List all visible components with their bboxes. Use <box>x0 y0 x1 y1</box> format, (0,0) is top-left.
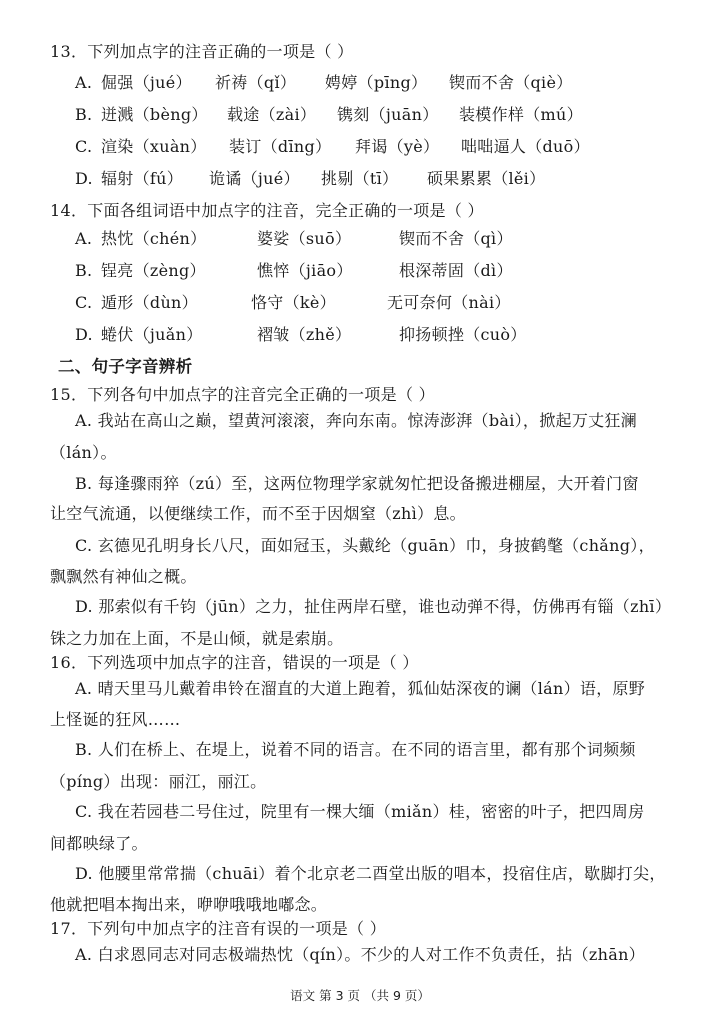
option-item: 婆娑（suō） <box>257 229 352 248</box>
q15-line: D. 那索似有千钧（jūn）之力，扯住两岸石壁，谁也动弹不得，仿佛再有锱（zhī） <box>75 597 672 616</box>
option-item: 镌刻（juān） <box>337 105 439 124</box>
option-item: 憔悴（jiāo） <box>257 261 353 280</box>
option-item: 热忱（chén） <box>101 229 207 248</box>
option-letter: D. <box>75 325 93 344</box>
q16-line: 他就把唱本掏出来，咿咿哦哦地嘟念。 <box>50 895 328 914</box>
option-item: 诡谲（jué） <box>209 169 300 188</box>
option-letter: C. <box>75 137 93 156</box>
q14-stem: 14．下面各组词语中加点字的注音，完全正确的一项是（ ） <box>50 201 484 220</box>
option-item: 无可奈何（nài） <box>387 293 511 312</box>
q15-line: 铢之力加在上面，不是山倾，就是索崩。 <box>50 629 344 648</box>
q15-line: 飘飘然有神仙之概。 <box>50 567 197 586</box>
option-item: 拜谒（yè） <box>355 137 440 156</box>
option-item: 娉婷（pīng） <box>325 73 428 92</box>
q17-line: A. 白求恩同志对同志极端热忱（qín）。不少的人对工作不负责任，拈（zhān） <box>75 945 645 964</box>
q15-line: B. 每逢骤雨猝（zú）至，这两位物理学家就匆忙把设备搬进棚屋，大开着门窗 <box>75 474 639 493</box>
option-letter: B. <box>75 105 93 124</box>
q16-line: 上怪诞的狂风…… <box>50 710 181 729</box>
q15-line: C. 玄德见孔明身长八尺，面如冠玉，头戴纶（guān）巾，身披鹤氅（chǎng）， <box>75 536 655 555</box>
q16-stem: 16．下列选项中加点字的注音，错误的一项是（ ） <box>50 653 419 672</box>
option-item: 遁形（dùn） <box>101 293 198 312</box>
option-item: 辐射（fú） <box>101 169 184 188</box>
option-item: 硕果累累（lěi） <box>427 169 546 188</box>
option-letter: C. <box>75 293 93 312</box>
q16-line: B. 人们在桥上、在堤上，说着不同的语言。在不同的语言里，都有那个词频频 <box>75 740 636 759</box>
page-footer: 语文 第 3 页 （共 9 页） <box>290 988 430 1003</box>
q15-line: （lán）。 <box>50 443 117 462</box>
option-letter: D. <box>75 169 93 188</box>
option-item: 装订（dīng） <box>229 137 332 156</box>
q17-stem: 17．下列句中加点字的注音有误的一项是（ ） <box>50 919 387 938</box>
section-heading: 二、句子字音辨析 <box>58 357 193 376</box>
option-item: 锃亮（zèng） <box>101 261 206 280</box>
option-item: 咄咄逼人（duō） <box>461 137 590 156</box>
q13-stem: 13．下列加点字的注音正确的一项是（ ） <box>50 42 354 61</box>
option-item: 恪守（kè） <box>251 293 336 312</box>
option-item: 迸溅（bèng） <box>101 105 208 124</box>
option-item: 渲染（xuàn） <box>101 137 207 156</box>
option-item: 褶皱（zhě） <box>257 325 352 344</box>
option-item: 锲而不舍（qiè） <box>449 73 573 92</box>
option-item: 装模作样（mú） <box>459 105 583 124</box>
option-item: 祈祷（qǐ） <box>215 73 297 92</box>
q15-stem: 15．下列各句中加点字的注音完全正确的一项是（ ） <box>50 385 435 404</box>
q16-line: 间都映绿了。 <box>50 834 148 853</box>
option-letter: B. <box>75 261 93 280</box>
q15-line: A. 我站在高山之巅，望黄河滚滚，奔向东南。惊涛澎湃（bài），掀起万丈狂澜 <box>75 411 638 430</box>
option-item: 根深蒂固（dì） <box>399 261 513 280</box>
option-item: 抑扬顿挫（cuò） <box>399 325 527 344</box>
q16-line: C. 我在若园巷二号住过，院里有一棵大缅（miǎn）桂，密密的叶子，把四周房 <box>75 802 645 821</box>
option-item: 挑剔（tī） <box>321 169 399 188</box>
option-letter: A. <box>75 229 93 248</box>
option-item: 蜷伏（juǎn） <box>101 325 203 344</box>
option-letter: A. <box>75 73 93 92</box>
option-item: 锲而不舍（qì） <box>399 229 513 248</box>
option-item: 载途（zài） <box>227 105 317 124</box>
q15-line: 让空气流通，以便继续工作，而不至于因烟窒（zhì）息。 <box>50 504 466 523</box>
option-item: 倔强（jué） <box>101 73 192 92</box>
q16-line: A. 晴天里马儿戴着串铃在溜直的大道上跑着，狐仙姑深夜的谰（lán）语，原野 <box>75 679 646 698</box>
q16-line: （píng）出现：丽江，丽江。 <box>50 772 267 791</box>
q16-line: D. 他腰里常常揣（chuāi）着个北京老二酉堂出版的唱本，投宿住店，歇脚打尖， <box>75 864 666 883</box>
